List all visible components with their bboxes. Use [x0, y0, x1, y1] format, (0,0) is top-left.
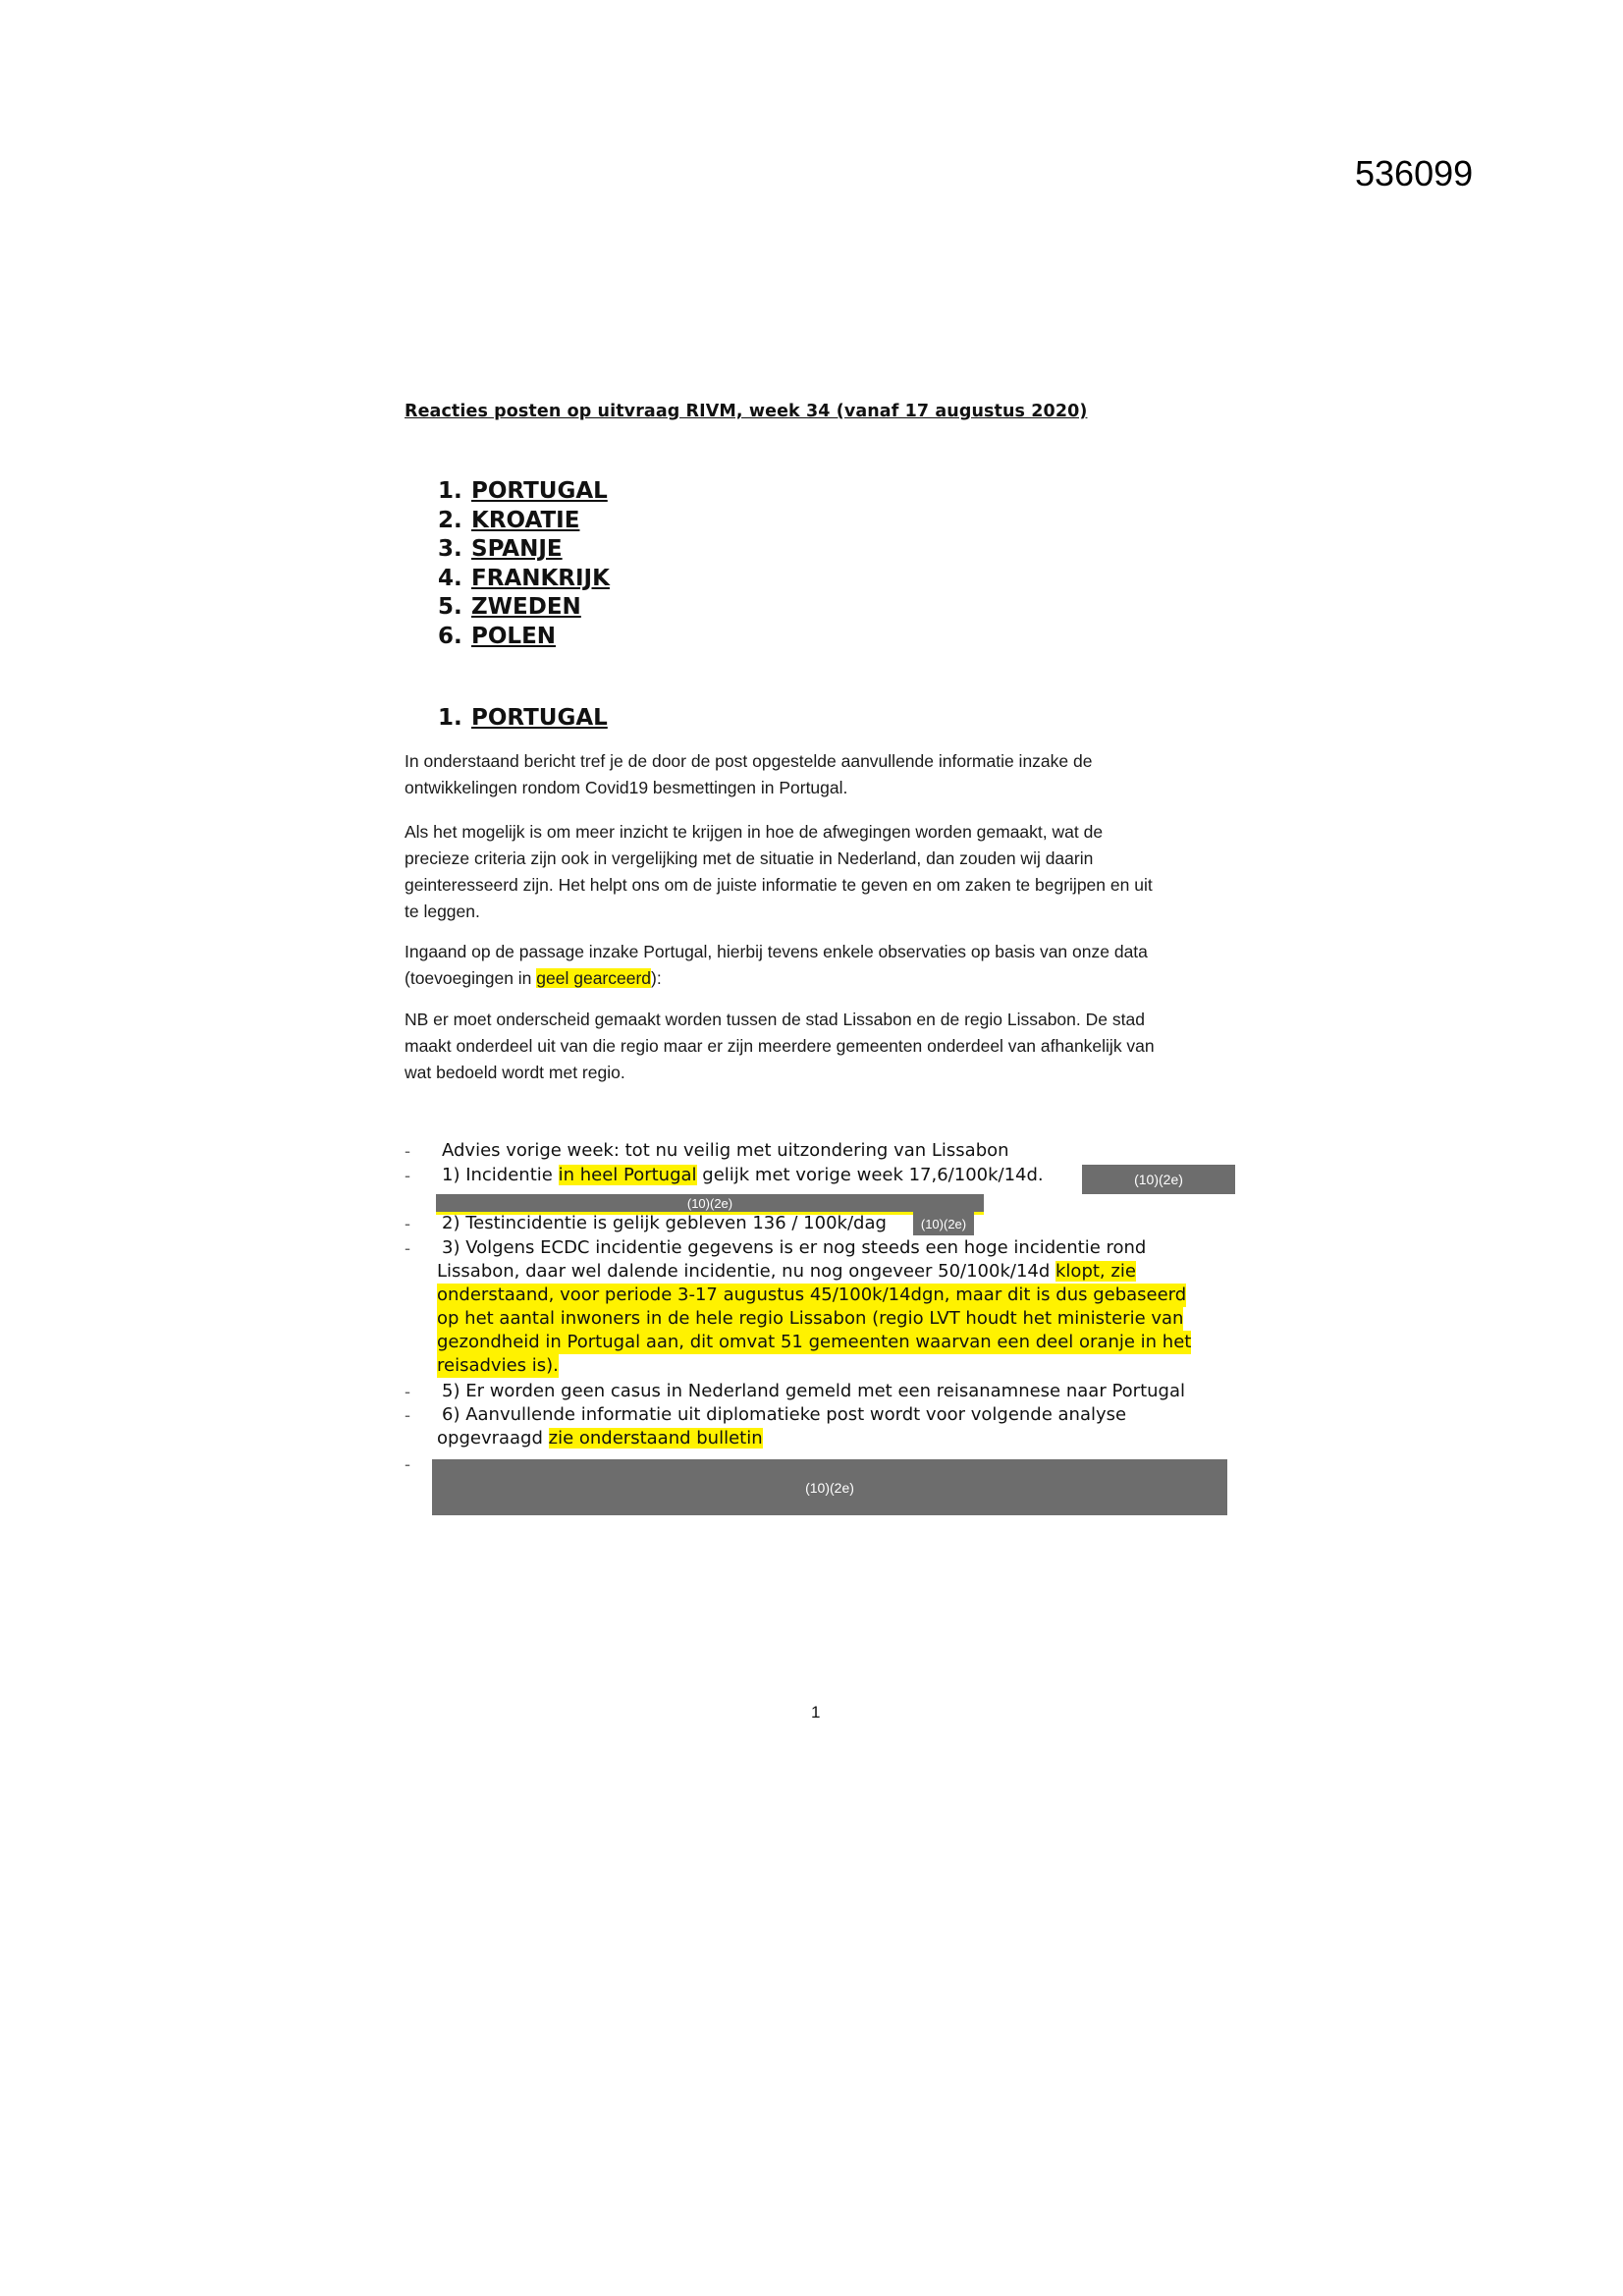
toc-number: 2. [438, 507, 462, 533]
list-item-text: 2) Testincidentie is gelijk gebleven 136 / 100k/dag [442, 1213, 887, 1233]
paragraph-line: te leggen. [405, 902, 480, 921]
request-paragraph [405, 819, 1219, 925]
paragraph-line: precieze criteria zijn ook in vergelijking met de situatie in Nederland, dan zouden wij daarin [405, 848, 1094, 868]
section-label: PORTUGAL [471, 705, 608, 731]
text-span: gelijk met vorige week 17,6/100k/14d. [696, 1165, 1044, 1185]
redaction-block: (10)(2e) [432, 1459, 1227, 1515]
paragraph-line: geinteresseerd zijn. Het helpt ons om de juiste informatie te geven en om zaken te begrijpen en uit [405, 875, 1153, 895]
highlighted-text: zie onderstaand bulletin [548, 1428, 763, 1449]
toc-number: 4. [438, 565, 462, 591]
table-of-contents [438, 477, 610, 651]
paragraph-line: wat bedoeld wordt met regio. [405, 1063, 625, 1082]
document-number: 536099 [1355, 153, 1474, 193]
bullet-dash: - [405, 1141, 410, 1161]
redaction-block: (10)(2e) [913, 1212, 974, 1235]
toc-label: KROATIE [471, 507, 580, 533]
toc-label: SPANJE [471, 536, 563, 562]
list-item-text: 5) Er worden geen casus in Nederland gemeld met een reisanamnese naar Portugal [442, 1381, 1185, 1401]
toc-number: 6. [438, 623, 462, 649]
list-item-text [437, 1427, 763, 1450]
highlighted-text: onderstaand, voor periode 3-17 augustus 45/100k/14dgn, maar dit is dus gebaseerd [437, 1285, 1187, 1305]
toc-number: 1. [438, 478, 462, 504]
section-heading [438, 705, 608, 731]
toc-label: POLEN [471, 623, 557, 649]
observations-paragraph [405, 939, 1219, 992]
toc-label: FRANKRIJK [471, 565, 610, 591]
note-paragraph [405, 1007, 1219, 1086]
document-title: Reacties posten op uitvraag RIVM, week 34 (vanaf 17 augustus 2020) [405, 402, 1088, 421]
toc-item-zweden [438, 593, 610, 623]
text-span: ): [651, 968, 662, 988]
bullet-dash: - [405, 1382, 410, 1401]
bullet-dash: - [405, 1166, 410, 1185]
highlighted-text: op het aantal inwoners in de hele regio Lissabon (regio LVT houdt het ministerie van [437, 1308, 1184, 1329]
highlighted-text: gezondheid in Portugal aan, dit omvat 51 gemeenten waarvan een deel oranje in het [437, 1332, 1192, 1352]
bullet-dash: - [405, 1214, 410, 1233]
toc-item-frankrijk [438, 565, 610, 594]
page-number: 1 [811, 1703, 821, 1722]
section-number: 1. [438, 705, 462, 731]
text-span: 1) Incidentie [442, 1165, 559, 1185]
text-span: opgevraagd [437, 1428, 549, 1449]
toc-item-polen [438, 623, 610, 652]
list-item-text: 6) Aanvullende informatie uit diplomatieke post wordt voor volgende analyse [442, 1404, 1127, 1425]
paragraph-line: NB er moet onderscheid gemaakt worden tussen de stad Lissabon en de regio Lissabon. De stad [405, 1010, 1145, 1029]
highlighted-text: geel gearceerd [536, 968, 652, 988]
redaction-block: (10)(2e) [436, 1194, 984, 1215]
highlighted-text: klopt, zie [1055, 1261, 1136, 1282]
highlighted-text: reisadvies is). [437, 1355, 559, 1376]
toc-label: PORTUGAL [471, 478, 608, 504]
list-item-text [442, 1164, 1044, 1187]
toc-number: 3. [438, 536, 462, 562]
paragraph-line: In onderstaand bericht tref je de door de post opgestelde aanvullende informatie inzake de [405, 751, 1093, 771]
text-span: (toevoegingen in [405, 968, 537, 988]
bullet-dash: - [405, 1405, 410, 1425]
list-item-text: 3) Volgens ECDC incidentie gegevens is er nog steeds een hoge incidentie rond [442, 1237, 1147, 1258]
list-item-text [437, 1260, 1136, 1284]
paragraph-line: Als het mogelijk is om meer inzicht te krijgen in hoe de afwegingen worden gemaakt, wat de [405, 822, 1104, 842]
paragraph-line [405, 965, 1219, 992]
text-span: Lissabon, daar wel dalende incidentie, nu nog ongeveer 50/100k/14d [437, 1261, 1055, 1282]
paragraph-line: maakt onderdeel uit van die regio maar er zijn meerdere gemeenten onderdeel van afhankelijk van [405, 1036, 1155, 1056]
paragraph-line: Ingaand op de passage inzake Portugal, hierbij tevens enkele observaties op basis van onze data [405, 942, 1148, 961]
toc-item-kroatie [438, 507, 610, 536]
toc-item-spanje [438, 535, 610, 565]
toc-item-portugal [438, 477, 610, 507]
highlighted-text: in heel Portugal [558, 1165, 697, 1185]
bullet-dash: - [405, 1238, 410, 1258]
bullet-dash: - [405, 1454, 410, 1474]
list-item-text: Advies vorige week: tot nu veilig met uitzondering van Lissabon [442, 1140, 1009, 1161]
redaction-block: (10)(2e) [1082, 1165, 1235, 1194]
paragraph-line: ontwikkelingen rondom Covid19 besmettingen in Portugal. [405, 778, 848, 797]
toc-number: 5. [438, 594, 462, 620]
intro-paragraph [405, 748, 1219, 801]
toc-label: ZWEDEN [471, 594, 581, 620]
